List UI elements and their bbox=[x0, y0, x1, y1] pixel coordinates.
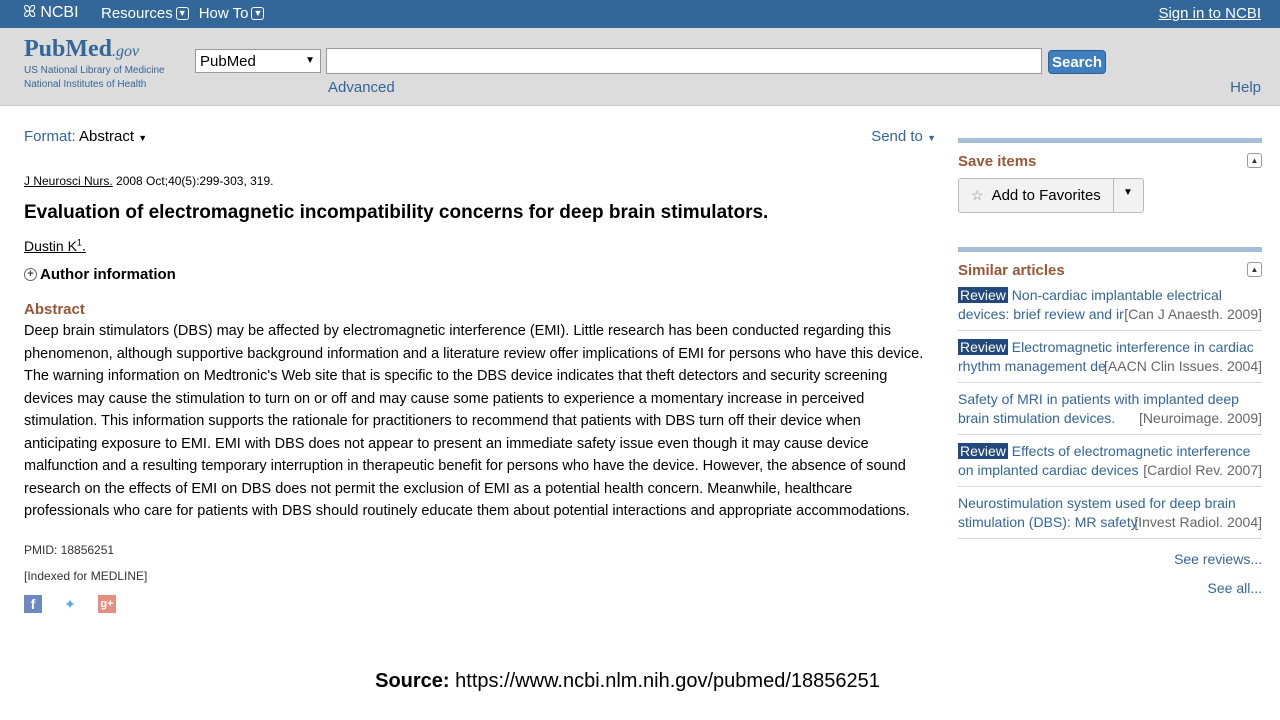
ncbi-top-bar bbox=[0, 0, 1280, 28]
database-select[interactable] bbox=[195, 49, 321, 73]
similar-title-line1: Electromagnetic interference in cardiac bbox=[1011, 339, 1254, 355]
similar-title-line1: Neurostimulation system used for deep brain bbox=[958, 495, 1236, 511]
twitter-icon[interactable]: ✦ bbox=[64, 596, 76, 612]
send-to-label: Send to bbox=[871, 128, 923, 145]
add-to-favorites-label: Add to Favorites bbox=[991, 187, 1101, 204]
source-caption bbox=[0, 670, 1255, 693]
pubmed-wordmark: PubMed bbox=[24, 36, 113, 62]
dropdown-arrow-icon: ▼ bbox=[305, 55, 315, 66]
search-bar bbox=[0, 28, 1280, 106]
author-information-label: Author information bbox=[40, 266, 176, 283]
social-share bbox=[24, 595, 116, 613]
collapse-icon[interactable]: ▲ bbox=[1247, 153, 1262, 168]
howto-menu[interactable] bbox=[199, 5, 265, 22]
abstract-heading: Abstract bbox=[24, 301, 85, 318]
review-badge: Review bbox=[960, 339, 1006, 355]
facebook-icon[interactable]: f bbox=[24, 595, 42, 613]
author-affiliation-sup: 1 bbox=[76, 237, 82, 247]
search-button[interactable]: Search bbox=[1048, 50, 1106, 74]
similar-title-line1: Non-cardiac implantable electrical bbox=[1011, 287, 1222, 303]
journal-link[interactable]: J Neurosci Nurs. bbox=[24, 174, 113, 188]
format-value: Abstract bbox=[79, 128, 135, 145]
collapse-icon[interactable]: ▲ bbox=[1247, 262, 1262, 277]
citation bbox=[24, 174, 273, 188]
author-information-toggle[interactable] bbox=[24, 266, 176, 283]
pmid: PMID: 18856251 bbox=[24, 543, 115, 557]
author-list: Dustin $K^1$. bbox=[24, 237, 86, 254]
star-icon: ☆ bbox=[971, 187, 984, 203]
nlm-line: US National Library of Medicine bbox=[24, 65, 165, 76]
similar-title-line1: Safety of MRI in patients with implanted deep bbox=[958, 391, 1239, 407]
button-divider bbox=[1113, 179, 1114, 212]
similar-source: [Cardiol Rev. 2007] bbox=[1140, 461, 1262, 480]
expand-plus-icon: + bbox=[24, 268, 37, 281]
similar-title-line2: on implanted cardiac devices bbox=[958, 462, 1139, 478]
caret-down-icon: ▼ bbox=[138, 133, 148, 143]
save-items-label: Save items bbox=[958, 153, 1037, 170]
top-nav bbox=[101, 5, 264, 22]
send-to-dropdown[interactable] bbox=[871, 128, 936, 145]
add-to-favorites-button[interactable] bbox=[958, 178, 1144, 213]
similar-article-item[interactable] bbox=[958, 442, 1262, 487]
caret-down-icon: ▼ bbox=[927, 133, 936, 143]
source-url: https://www.ncbi.nlm.nih.gov/pubmed/18856251 bbox=[455, 670, 880, 692]
similar-article-item[interactable] bbox=[958, 494, 1262, 539]
pubmed-logo[interactable] bbox=[24, 36, 165, 91]
similar-title-line2: stimulation (DBS): MR safety bbox=[958, 514, 1138, 530]
abstract-text: Deep brain stimulators (DBS) may be affected by electromagnetic interference (EMI). Little research has been conducted regarding this phenomenon, although supportive background information and a literature review offer implications of EMI for persons who have this device. The warning information on Medtronic's Web site that is specific to the DBS device indicates that theft detectors and security screening devices may cause the stimulation to turn on or off and may cause some patients to experience a momentary increase in perceived stimulation. This information supports the rationale for practitioners to recommend that patients with DBS turn off their device when anticipating exposure to EMI. EMI with DBS does not appear to present an immediate safety issue even though it may cause device malfunction and a resulting temporary interruption in therapeutic benefit for persons who have the device. However, the absence of sound research on the effects of EMI on DBS does not permit the exclusion of EMI as a potential health concern. Meanwhile, healthcare professionals who care for patients with DBS should routinely educate them about potential interactions and appropriate accommodations. bbox=[24, 323, 924, 519]
similar-article-item[interactable] bbox=[958, 338, 1262, 383]
database-value: PubMed bbox=[200, 53, 256, 70]
similar-source: [Can J Anaesth. 2009] bbox=[1121, 305, 1262, 324]
ncbi-home-link[interactable] bbox=[23, 4, 79, 22]
article-title: Evaluation of electromagnetic incompatibility concerns for deep brain stimulators. bbox=[24, 202, 769, 223]
similar-title-line2: devices: brief review and ir bbox=[958, 306, 1124, 322]
section-divider bbox=[958, 138, 1262, 143]
pubmed-gov-suffix: .gov bbox=[112, 43, 140, 60]
resources-menu[interactable] bbox=[101, 5, 189, 22]
citation-details: 2008 Oct;40(5):299-303, 319. bbox=[116, 174, 274, 188]
search-input[interactable] bbox=[326, 48, 1042, 74]
see-reviews-link[interactable]: See reviews... bbox=[1174, 551, 1262, 567]
source-label: Source: bbox=[375, 670, 450, 692]
similar-title-line2: rhythm management de bbox=[958, 358, 1106, 374]
similar-title-line1: Effects of electromagnetic interference bbox=[1011, 443, 1251, 459]
format-label: Format: bbox=[24, 128, 76, 145]
ncbi-label: NCBI bbox=[40, 4, 79, 21]
advanced-search-link[interactable]: Advanced bbox=[328, 79, 395, 96]
review-badge: Review bbox=[960, 443, 1006, 459]
indexed-medline: [Indexed for MEDLINE] bbox=[24, 569, 148, 583]
similar-articles-list bbox=[958, 286, 1262, 546]
save-items-heading bbox=[958, 153, 1262, 170]
similar-source: [Invest Radiol. 2004] bbox=[1131, 513, 1262, 532]
similar-article-item[interactable] bbox=[958, 390, 1262, 435]
nih-line: National Institutes of Health bbox=[24, 79, 147, 90]
similar-title-line2: brain stimulation devices. bbox=[958, 410, 1116, 426]
sign-in-link[interactable]: Sign in to NCBI bbox=[1158, 5, 1261, 22]
review-badge: Review bbox=[960, 287, 1006, 303]
similar-source: [AACN Clin Issues. 2004] bbox=[1101, 357, 1262, 376]
caret-down-icon[interactable]: ▼ bbox=[1123, 187, 1133, 198]
section-divider bbox=[958, 247, 1262, 252]
chevron-down-icon: ▼ bbox=[176, 7, 189, 20]
similar-articles-heading bbox=[958, 262, 1262, 279]
resources-label: Resources bbox=[101, 5, 173, 22]
howto-label: How To bbox=[198, 5, 249, 22]
author-name: Dustin K bbox=[24, 237, 77, 254]
format-dropdown[interactable] bbox=[24, 128, 147, 145]
ncbi-logo-icon: ꕤ bbox=[23, 4, 37, 21]
chevron-down-icon: ▼ bbox=[251, 7, 264, 20]
similar-articles-label: Similar articles bbox=[958, 262, 1065, 279]
similar-source: [Neuroimage. 2009] bbox=[1136, 409, 1262, 428]
similar-article-item[interactable] bbox=[958, 286, 1262, 331]
see-all-link[interactable]: See all... bbox=[1207, 580, 1262, 596]
author-link[interactable] bbox=[24, 238, 82, 254]
google-plus-icon[interactable]: g+ bbox=[98, 595, 116, 613]
help-link[interactable]: Help bbox=[1230, 79, 1261, 96]
